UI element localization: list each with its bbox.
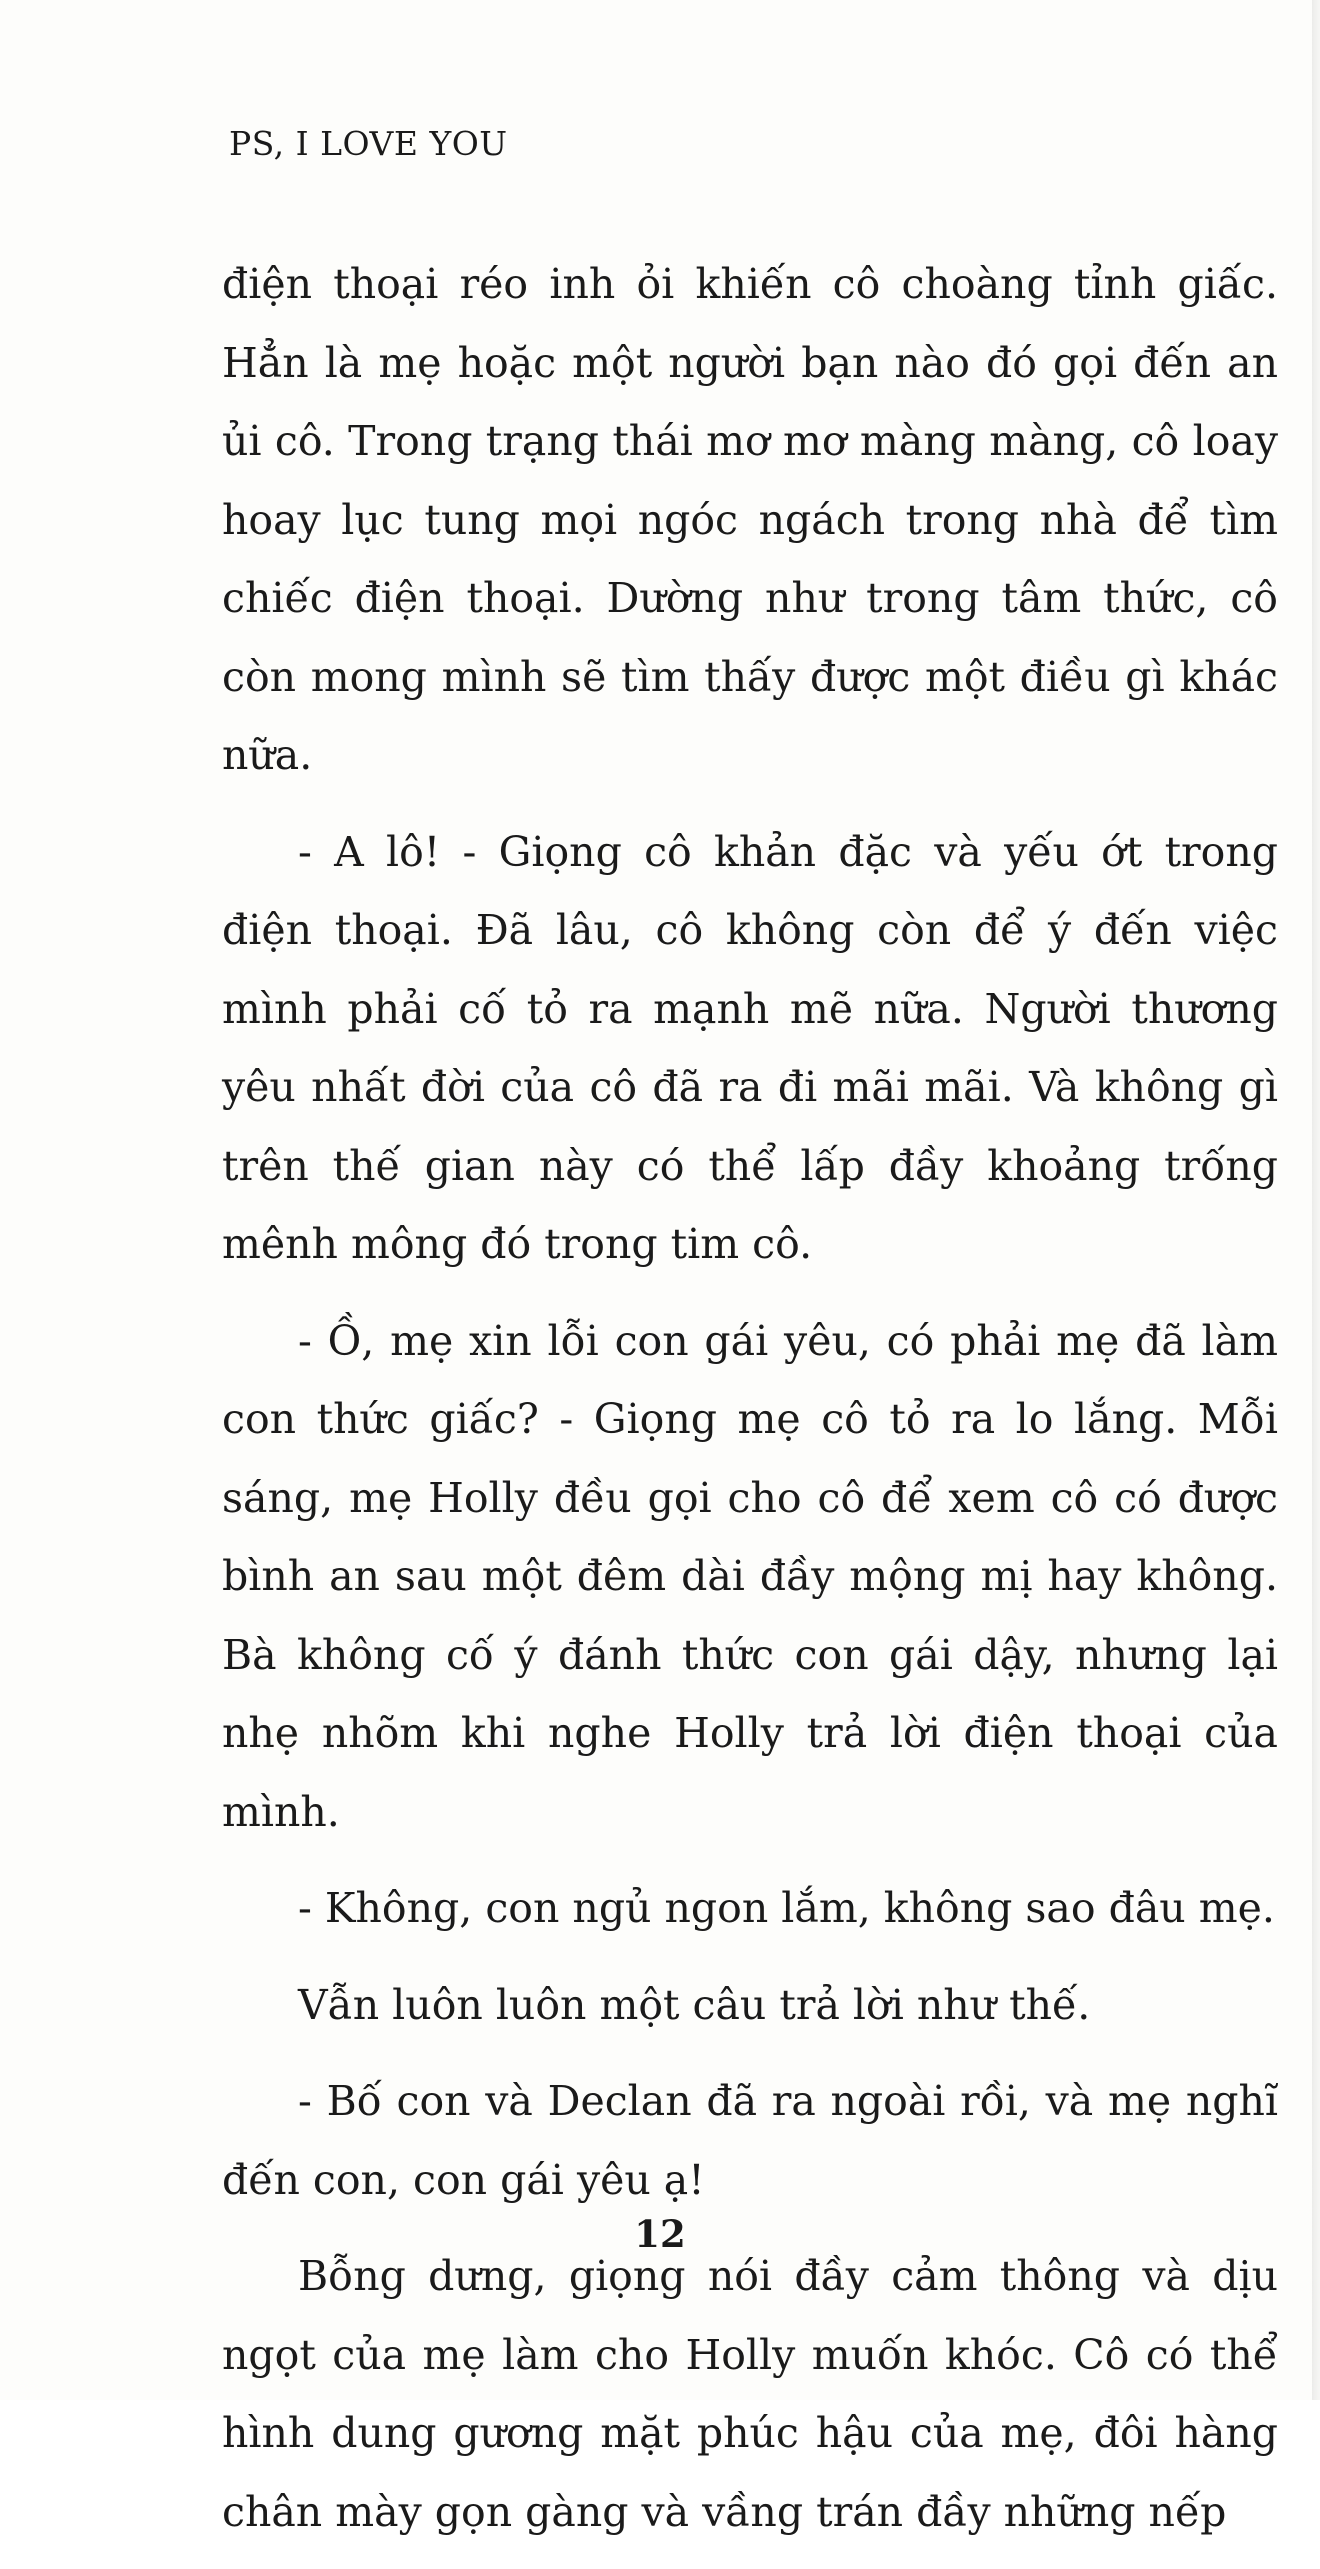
paragraph-dialog-alo: - A lô! - Giọng cô khản đặc và yếu ớt trong điện thoại. Đã lâu, cô không còn để ý đến việc mình phải cố tỏ ra mạnh mẽ nữa. Người thương yêu nhất đời của cô đã ra đi mãi mãi. Và không gì trên thế gian này có thể lấp đầy khoảng trống mênh mông đó trong tim cô. xyxy=(222,827,1278,1268)
paragraph-narration-always: Vẫn luôn luôn một câu trả lời như thế. xyxy=(298,1980,1091,2029)
page-number: 12 xyxy=(634,2212,686,2256)
paragraph-continuation: điện thoại réo inh ỏi khiến cô choàng tỉnh giấc. Hẳn là mẹ hoặc một người bạn nào đó gọi đến an ủi cô. Trong trạng thái mơ mơ màng màng, cô loay hoay lục tung mọi ngóc ngách trong nhà để tìm chiếc điện thoại. Dường như trong tâm thức, cô còn mong mình sẽ tìm thấy được một điều gì khác nữa. xyxy=(222,260,1278,779)
paragraph-dialog-father-declan: - Bố con và Declan đã ra ngoài rồi, và mẹ nghĩ đến con, con gái yêu ạ! xyxy=(222,2077,1278,2204)
paragraph-narration-mother-voice: Bỗng dưng, giọng nói đầy cảm thông và dịu ngọt của mẹ làm cho Holly muốn khóc. Cô có thể hình dung gương mặt phúc hậu của mẹ, đôi hàng chân mày gọn gàng và vầng trán đầy những nếp xyxy=(222,2252,1278,2536)
page-edge-shadow xyxy=(1312,0,1320,2400)
paragraph-dialog-holly-reply: - Không, con ngủ ngon lắm, không sao đâu mẹ. xyxy=(298,1884,1275,1932)
running-header-title: PS, I LOVE YOU xyxy=(229,124,508,163)
paragraph-dialog-mother-apology: - Ồ, mẹ xin lỗi con gái yêu, có phải mẹ đã làm con thức giấc? - Giọng mẹ cô tỏ ra lo lắng. Mỗi sáng, mẹ Holly đều gọi cho cô để xem cô có được bình an sau một đêm dài đầy mộng mị hay không. Bà không cố ý đánh thức con gái dậy, nhưng lại nhẹ nhõm khi nghe Holly trả lời điện thoại của mình. xyxy=(222,1316,1278,1836)
